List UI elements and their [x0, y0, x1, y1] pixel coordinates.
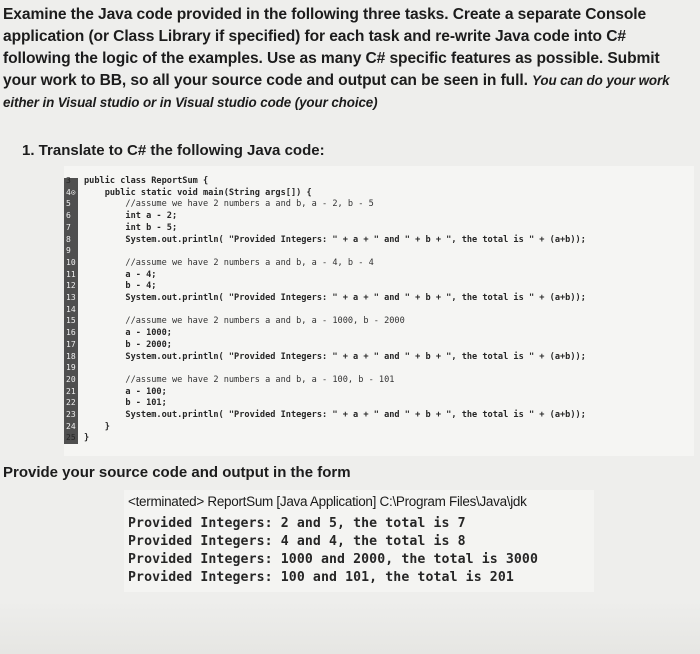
code-text: a - 1000;: [84, 328, 172, 339]
console-output-panel: [124, 490, 594, 592]
code-text: a - 100;: [84, 386, 167, 397]
code-text: //assume we have 2 numbers a and b, a - 2, b - 5: [84, 199, 374, 210]
code-text: System.out.println( "Provided Integers: " + a + " and " + b + ", the total is " + (a+b));: [84, 410, 586, 420]
line-number: 16: [66, 328, 76, 338]
code-text: public class ReportSum {: [84, 176, 209, 186]
line-number: 5: [66, 199, 71, 209]
task-title: 1. Translate to C# the following Java code:: [22, 142, 325, 159]
instructions-paragraph: [3, 4, 697, 114]
line-number: 8: [66, 234, 71, 244]
console-output-line: Provided Integers: 1000 and 2000, the total is 3000: [128, 552, 539, 567]
code-text: int a - 2;: [84, 211, 178, 222]
console-terminated-line: <terminated> ReportSum [Java Application] C:\Program Files\Java\jdk: [128, 494, 527, 509]
code-text: a - 4;: [84, 269, 157, 280]
provide-instruction: Provide your source code and output in the form: [3, 464, 351, 481]
code-screenshot: [64, 166, 694, 456]
console-output-line: Provided Integers: 4 and 4, the total is 8: [128, 534, 466, 549]
line-number: 7: [66, 222, 71, 232]
line-number: 24: [66, 421, 76, 431]
line-number: 13: [66, 293, 76, 302]
line-number: 17: [66, 339, 76, 349]
line-number: 12: [66, 281, 76, 291]
code-text: int b - 5;: [84, 222, 178, 233]
code-text: }: [84, 433, 90, 444]
code-text: b - 101;: [84, 398, 167, 409]
line-number: 3: [66, 176, 71, 185]
line-number: 22: [66, 398, 76, 408]
line-number: 20: [66, 374, 76, 384]
line-number: 6: [66, 211, 71, 221]
code-text: //assume we have 2 numbers a and b, a - 4, b - 4: [84, 257, 374, 268]
line-number: 4⊙: [66, 187, 76, 197]
code-text: System.out.println( "Provided Integers: " + a + " and " + b + ", the total is " + (a+b));: [84, 293, 586, 303]
code-text: //assume we have 2 numbers a and b, a - 100, b - 101: [84, 374, 395, 385]
code-text: }: [84, 421, 110, 432]
code-text: b - 2000;: [84, 339, 172, 350]
code-text: System.out.println( "Provided Integers: " + a + " and " + b + ", the total is " + (a+b));: [84, 234, 586, 245]
line-number: 21: [66, 386, 76, 396]
code-text: //assume we have 2 numbers a and b, a - 1000, b - 2000: [84, 316, 405, 327]
code-text: b - 4;: [84, 281, 157, 292]
line-number: 25: [66, 433, 76, 443]
line-number: 9: [66, 246, 71, 256]
line-number: 23: [66, 410, 76, 419]
code-text: System.out.println( "Provided Integers: " + a + " and " + b + ", the total is " + (a+b));: [84, 351, 586, 362]
line-number: 10: [66, 257, 76, 267]
code-text: public static void main(String args[]) {: [84, 187, 312, 198]
instructions-italic-note: You can do your work either in Visual studio or in Visual studio code (your choice): [3, 73, 670, 110]
line-number: 11: [66, 269, 76, 279]
line-number: 14: [66, 304, 76, 314]
line-number: 18: [66, 351, 76, 361]
page-background-bottom: [0, 600, 700, 654]
console-output-line: Provided Integers: 2 and 5, the total is 7: [128, 516, 466, 531]
line-number: 19: [66, 363, 76, 373]
line-number: 15: [66, 316, 76, 326]
console-output-line: Provided Integers: 100 and 101, the total is 201: [128, 570, 514, 585]
instructions-main-text: Examine the Java code provided in the following three tasks. Create a separate Console application (or Class Library if specified) for each task and re-write Java code into C# following the logic of the examples. Use as many C# specific features as possible. Submit your work to BB, so all your source code and output can be seen in full.: [3, 6, 660, 89]
